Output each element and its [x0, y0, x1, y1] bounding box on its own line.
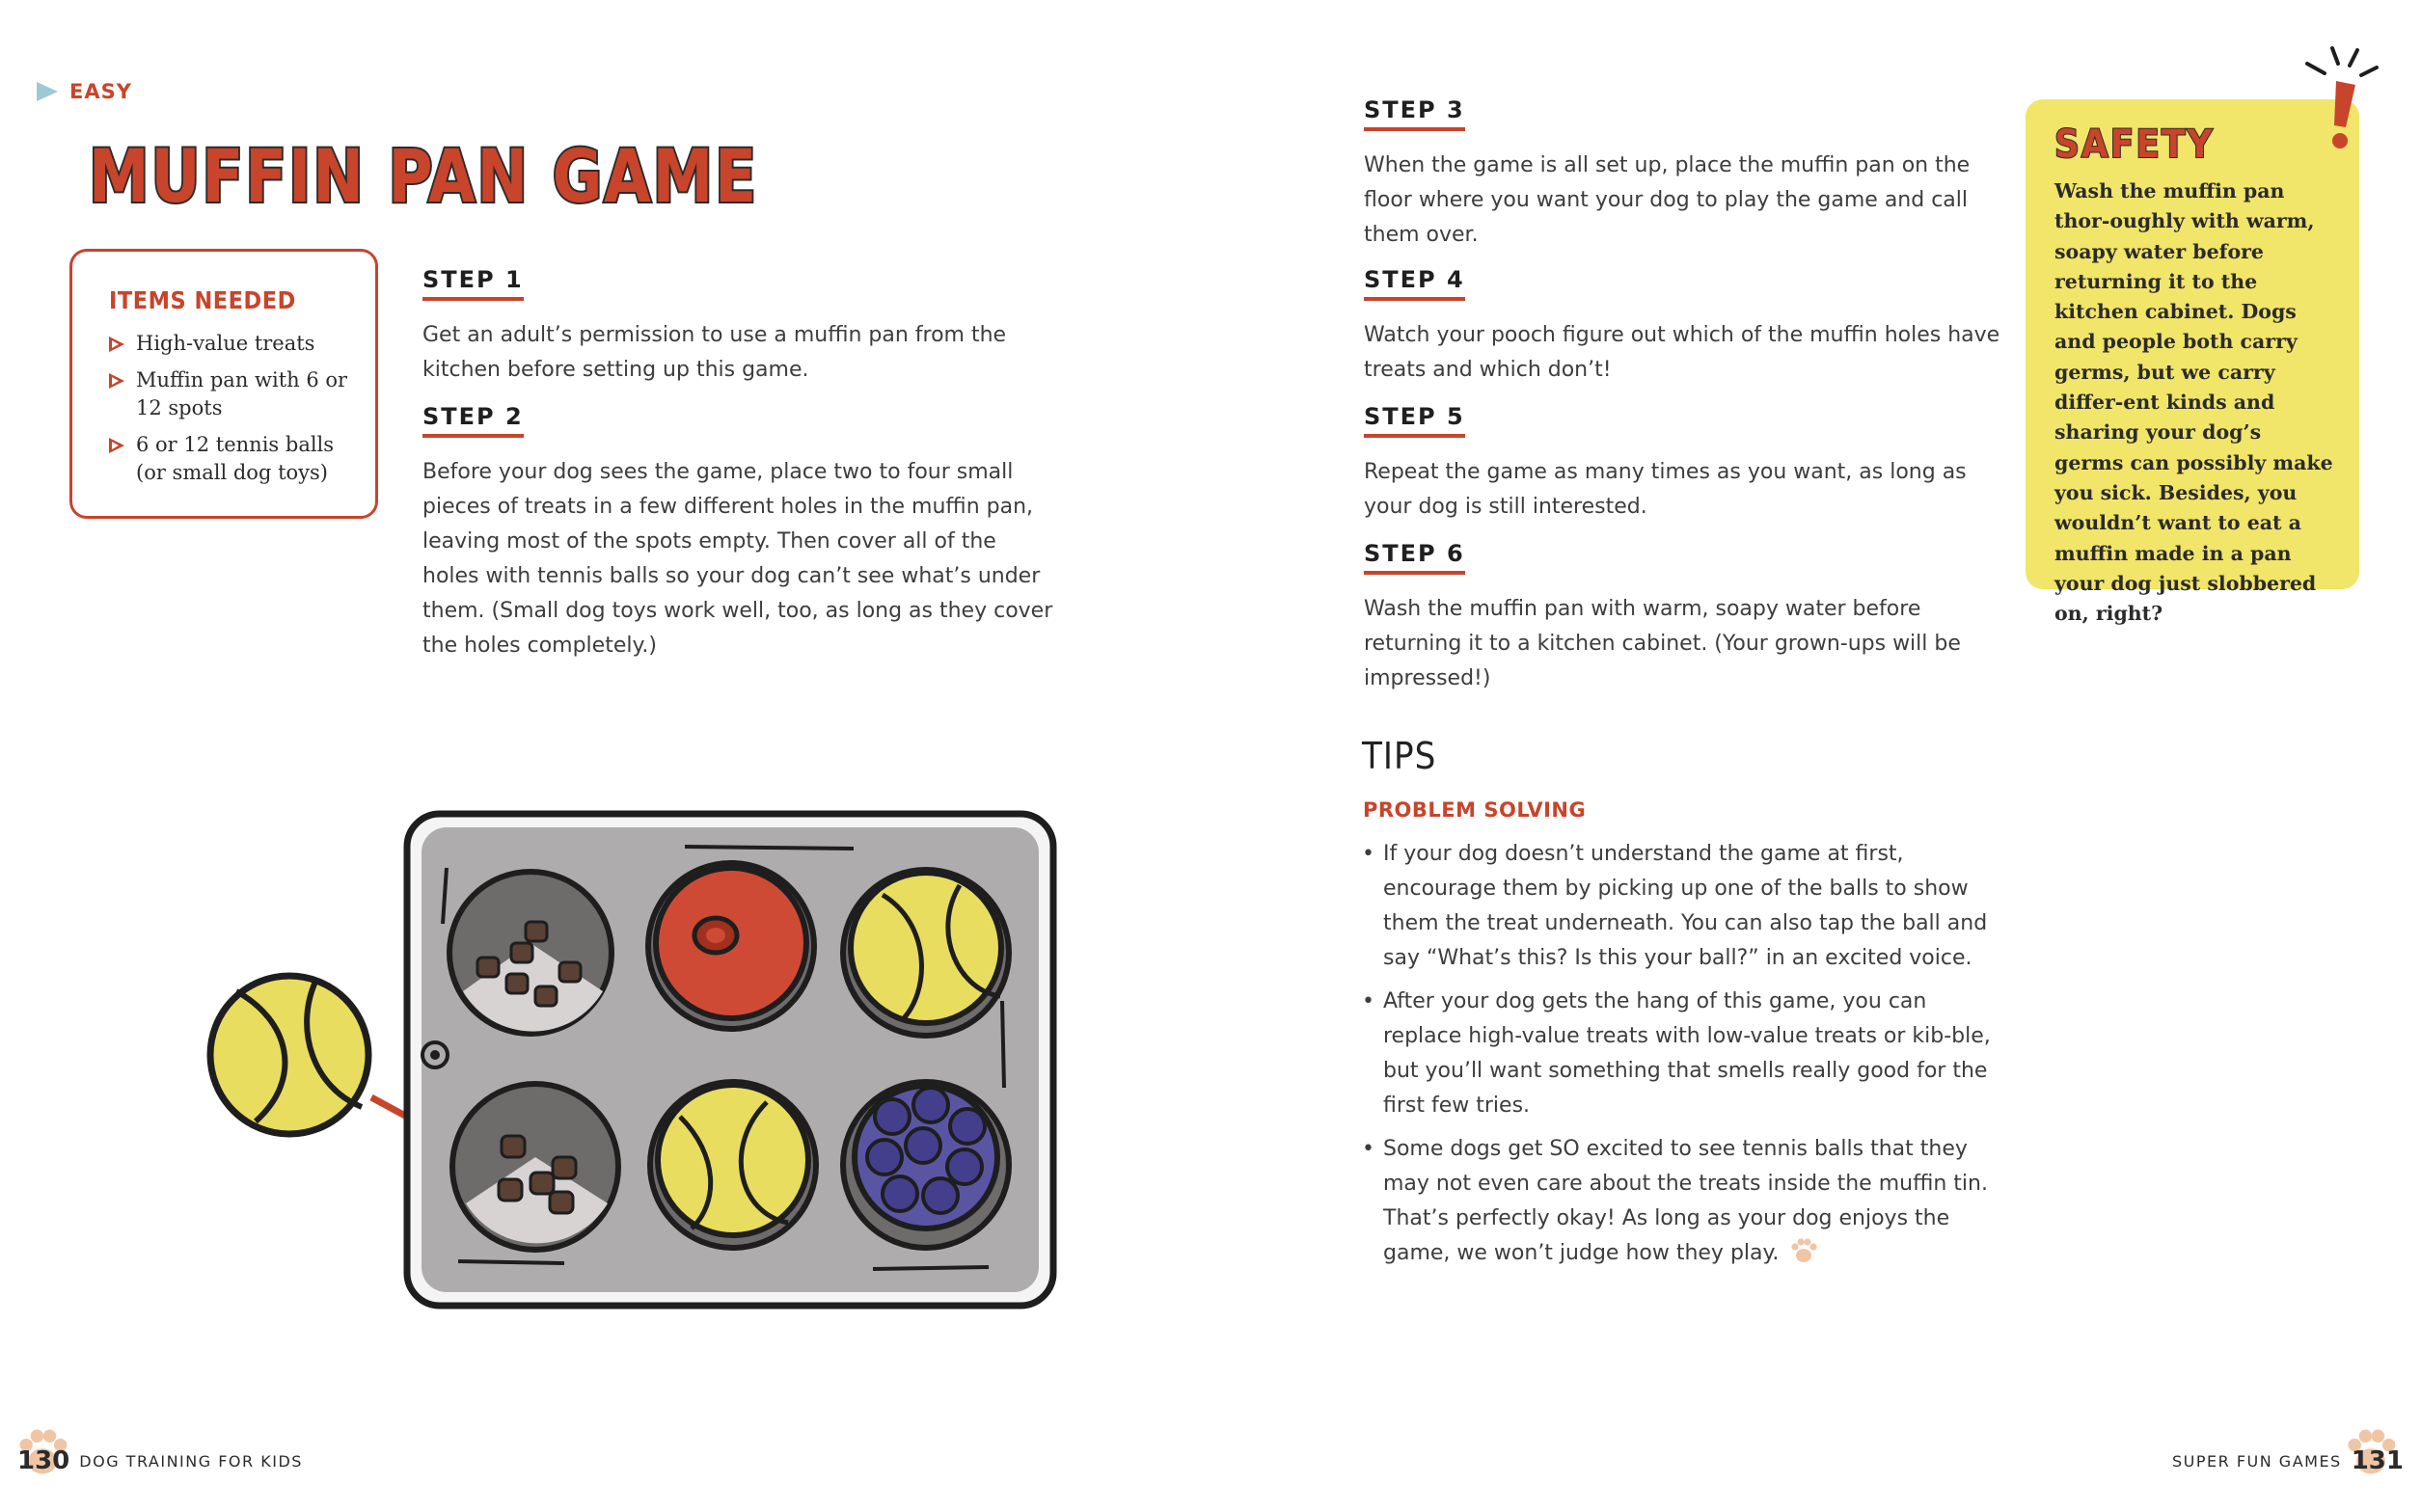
paw-print-icon — [1789, 1236, 1818, 1265]
list-item: • If your dog doesn’t understand the game at first, encourage them by picking up one of the balls to show them the treat underneath. You can also tap the ball and say “What’s this? Is this your ball?” in an excited voice. — [1362, 837, 1999, 976]
step-heading: STEP 6 — [1364, 540, 1465, 575]
page-title: MUFFIN PAN GAME — [89, 133, 758, 219]
arrow-icon — [109, 373, 124, 389]
items-needed-box — [69, 249, 378, 519]
step-text: Before your dog sees the game, place two to four small pieces of treats in a few different holes in the muffin pan, leaving most of the spots empty. Then cover all of the holes with tennis balls so your dog can’t see what’s under them. (Small dog toys work well, too, as long as they cover the holes completely.) — [422, 460, 1053, 658]
muffin-pan-illustration — [198, 798, 1066, 1319]
page-number: 130 — [17, 1446, 70, 1475]
step-heading: STEP 5 — [1364, 403, 1465, 438]
difficulty-tag — [37, 80, 132, 103]
tennis-ball-icon — [210, 976, 368, 1134]
safety-heading: SAFETY — [2054, 122, 2215, 167]
page-number-wrap — [2352, 1446, 2404, 1475]
step-1 — [422, 266, 1059, 388]
safety-text: Wash the muffin pan thor-oughly with warm, soapy water before returning it to the kitchen cabinet. Dogs and people both carry germs, but we carry differ-ent kinds and sharing your dog’s germs can possibly make you sick. Besides, you wouldn’t want to eat a muffin made in a pan your dog just slobbered on, right? — [2054, 179, 2333, 626]
step-text: When the game is all set up, place the muffin pan on the floor where you want your dog to play the game and call them over. — [1364, 153, 1971, 247]
muffin-pan-icon — [407, 814, 1053, 1306]
difficulty-label: EASY — [69, 80, 132, 103]
step-text: Wash the muffin pan with warm, soapy water before returning it to a kitchen cabinet. (Your grown-ups will be impressed!) — [1364, 597, 1961, 690]
arrow-icon — [109, 337, 124, 352]
step-text: Watch your pooch figure out which of the muffin holes have treats and which don’t! — [1364, 323, 2000, 382]
footer-left — [17, 1446, 303, 1475]
step-heading: STEP 4 — [1364, 266, 1465, 301]
list-item: 6 or 12 tennis balls (or small dog toys) — [109, 431, 354, 487]
running-head: SUPER FUN GAMES — [2172, 1451, 2342, 1471]
step-3 — [1364, 96, 2000, 253]
step-6 — [1364, 540, 2000, 696]
step-heading: STEP 3 — [1364, 96, 1465, 131]
arrow-icon — [109, 438, 124, 453]
step-text: Get an adult’s permission to use a muffin pan from the kitchen before setting up this game. — [422, 323, 1007, 382]
step-2 — [422, 403, 1059, 663]
list-item: • After your dog gets the hang of this game, you can replace high-value treats with low-value treats or kib-ble, but you’ll want something that smells really good for the first few tries. — [1362, 985, 1999, 1123]
step-heading: STEP 2 — [422, 403, 524, 438]
step-text: Repeat the game as many times as you want, as long as your dog is still interested. — [1364, 460, 1967, 519]
items-needed-heading: ITEMS NEEDED — [109, 286, 296, 314]
list-item: • Some dogs get SO excited to see tennis balls that they may not even care about the treats inside the muffin tin. That’s perfectly okay! As long as your dog enjoys the game, we won’t judge how they play. — [1362, 1132, 1999, 1271]
tips-heading: TIPS — [1362, 735, 1437, 777]
tips-list — [1362, 837, 1999, 1280]
running-head: DOG TRAINING FOR KIDS — [79, 1451, 303, 1471]
list-item: High-value treats — [109, 330, 354, 358]
step-heading: STEP 1 — [422, 266, 524, 301]
step-5 — [1364, 403, 2000, 525]
problem-solving-heading: PROBLEM SOLVING — [1363, 798, 1587, 822]
list-item: Muffin pan with 6 or 12 spots — [109, 366, 354, 422]
page-number: 131 — [2351, 1446, 2404, 1475]
play-triangle-icon — [37, 82, 58, 101]
safety-box — [2026, 99, 2359, 626]
exclamation-icon — [2296, 39, 2392, 154]
step-4 — [1364, 266, 2000, 388]
items-needed-list — [109, 330, 354, 487]
footer-right — [2172, 1446, 2404, 1475]
